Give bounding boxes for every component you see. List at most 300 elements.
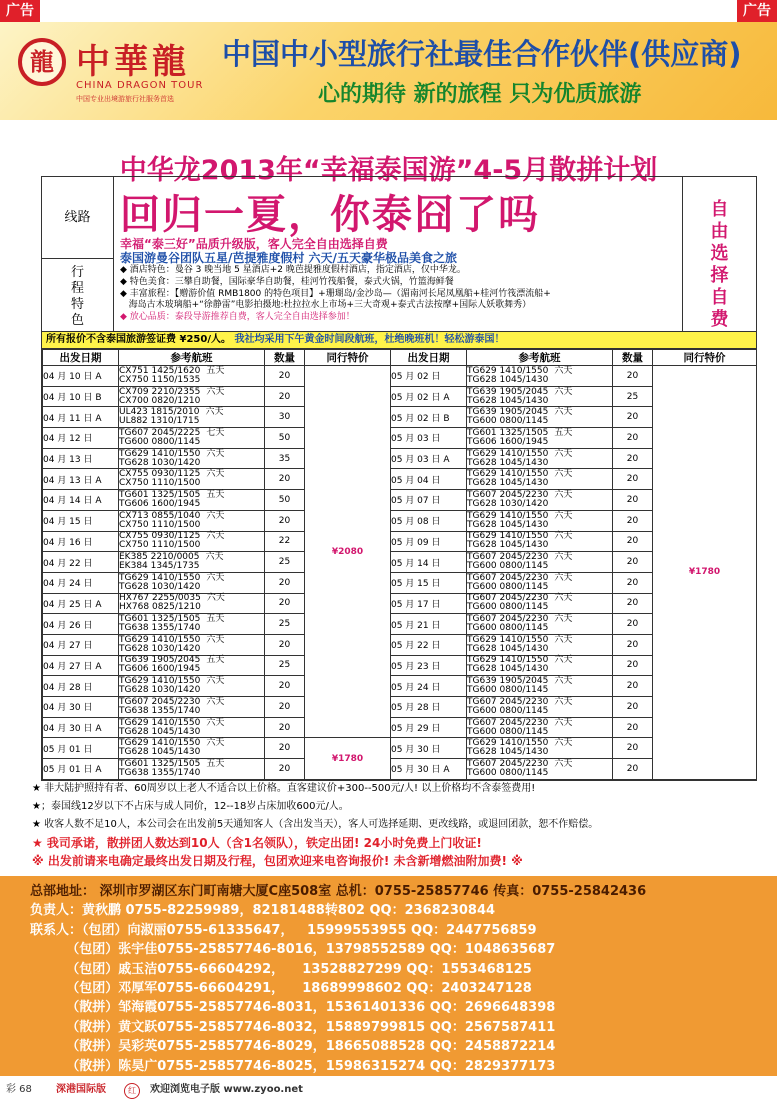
- price-cell: ¥1780: [653, 366, 757, 780]
- flight-cell: [467, 717, 613, 738]
- duration-label: 六天: [554, 634, 573, 645]
- flight-return: CX750 1110/1500: [119, 540, 201, 551]
- flight-cell: [467, 407, 613, 428]
- flight-cell: [467, 593, 613, 614]
- brand-icon: 红: [124, 1083, 140, 1099]
- departure-date: 05 月 30 日 A: [391, 759, 467, 780]
- flight-cell: [467, 490, 613, 511]
- flight-cell: [467, 428, 613, 449]
- flight-cell: [119, 614, 265, 635]
- duration-label: 六天: [206, 738, 225, 749]
- flight-cell: [467, 676, 613, 697]
- flight-return: TG606 1600/1945: [119, 498, 201, 509]
- free-choice-label: 自由选择自费: [682, 177, 756, 331]
- quantity-cell: 20: [613, 676, 653, 697]
- duration-label: 五天: [206, 489, 225, 500]
- logo-english: CHINA DRAGON TOUR: [76, 80, 204, 91]
- contact-person: （包团）张宇佳0755-25857746-8016，13798552589 QQ：1048635687: [30, 942, 556, 958]
- table-row: [43, 407, 757, 428]
- duration-label: 五天: [554, 427, 573, 438]
- duration-label: 七天: [206, 427, 225, 438]
- quantity-cell: 20: [613, 614, 653, 635]
- flight-cell: [467, 634, 613, 655]
- flight-return: HX768 0825/1210: [119, 602, 201, 613]
- col-header: 数量: [613, 350, 653, 366]
- logo-subtitle: 中国专业出境游旅行社服务首选: [76, 95, 174, 103]
- flight-outbound: TG607 2045/2230 六天: [467, 717, 573, 728]
- duration-label: 六天: [554, 738, 573, 749]
- departure-date: 05 月 02 日 B: [391, 407, 467, 428]
- flight-return: TG628 1045/1430: [119, 726, 201, 737]
- table-row: [43, 490, 757, 511]
- flight-return: TG600 0800/1145: [467, 561, 549, 572]
- ad-tag-right: 广告: [737, 0, 777, 22]
- duration-label: 六天: [554, 572, 573, 583]
- departure-date: 05 月 04 日: [391, 469, 467, 490]
- duration-label: 六天: [554, 448, 573, 459]
- duration-label: 六天: [206, 531, 225, 542]
- flight-return: TG628 1045/1430: [119, 747, 201, 758]
- table-row: [43, 614, 757, 635]
- quantity-cell: 50: [265, 490, 305, 511]
- table-row: [43, 634, 757, 655]
- flight-cell: [119, 490, 265, 511]
- flight-cell: [119, 469, 265, 490]
- departure-date: 05 月 21 日: [391, 614, 467, 635]
- flight-return: TG600 0800/1145: [467, 767, 549, 778]
- flight-return: TG628 1045/1430: [467, 519, 549, 530]
- departure-date: 05 月 23 日: [391, 655, 467, 676]
- note-line: ★ 非大陆护照持有者、60周岁以上老人不适合以上价格。直客建议价+300--500元/人! 以上价格均不含泰签费用!: [32, 783, 536, 794]
- flight-outbound: TG629 1410/1550 六天: [467, 469, 573, 480]
- website-link[interactable]: 欢迎浏览电子版 www.zyoo.net: [150, 1084, 303, 1095]
- flight-outbound: TG629 1410/1550 六天: [467, 365, 573, 376]
- manager-line: 负责人：黄秋鹏 0755-82259989，82181488转802 QQ：2368230844: [30, 903, 496, 919]
- flight-return: TG600 0800/1145: [467, 726, 549, 737]
- table-row: [43, 448, 757, 469]
- departure-date: 04 月 16 日: [43, 531, 119, 552]
- feature-label: 行程特色: [42, 259, 114, 331]
- flight-cell: [467, 759, 613, 780]
- table-row: [43, 552, 757, 573]
- duration-label: 六天: [205, 552, 224, 563]
- duration-label: 六天: [206, 386, 225, 397]
- duration-label: 六天: [554, 531, 573, 542]
- logo-text: 中華龍: [76, 42, 190, 82]
- contact-person: （散拼）黄文跃0755-25857746-8032，15889799815 QQ：2567587411: [30, 1019, 556, 1035]
- page-number: 彩 68: [6, 1084, 32, 1095]
- contact-person: （散拼）邹海霞0755-25857746-8031，15361401336 QQ：2696648398: [30, 1000, 556, 1016]
- quantity-cell: 20: [265, 366, 305, 387]
- flight-return: TG638 1355/1740: [119, 705, 201, 716]
- flight-outbound: TG607 2045/2230 六天: [467, 614, 573, 625]
- promo-subtitle-2: 泰国游曼谷团队五星/芭提雅度假村 六天/五天豪华极品美食之旅: [120, 251, 457, 265]
- flight-cell: [119, 717, 265, 738]
- flight-outbound: TG629 1410/1550 六天: [119, 717, 225, 728]
- contact-person: （散拼）吴彩英0755-25857746-8029，18665088528 QQ：2458872214: [30, 1039, 556, 1055]
- flight-outbound: EK385 2210/0005 六天: [119, 552, 224, 563]
- quantity-cell: 20: [613, 428, 653, 449]
- flight-cell: [119, 366, 265, 387]
- flight-outbound: TG607 2045/2230 六天: [467, 552, 573, 563]
- price-cell: ¥2080: [305, 366, 391, 738]
- table-row: [43, 531, 757, 552]
- quantity-cell: 25: [613, 386, 653, 407]
- table-row: [43, 366, 757, 387]
- quantity-cell: 35: [265, 448, 305, 469]
- flight-cell: [467, 552, 613, 573]
- flight-return: TG606 1600/1945: [467, 436, 549, 447]
- duration-label: 六天: [205, 407, 224, 418]
- table-row: [43, 697, 757, 718]
- flight-cell: [467, 572, 613, 593]
- col-header: 同行特价: [653, 350, 757, 366]
- flight-cell: [467, 531, 613, 552]
- quantity-cell: 20: [265, 717, 305, 738]
- footer: [0, 1080, 777, 1100]
- quantity-cell: 20: [613, 593, 653, 614]
- table-row: [43, 386, 757, 407]
- flight-outbound: TG629 1410/1550 六天: [467, 655, 573, 666]
- flight-outbound: TG607 2045/2230 六天: [467, 696, 573, 707]
- flight-return: TG628 1030/1420: [119, 581, 201, 592]
- duration-label: 六天: [206, 469, 225, 480]
- duration-label: 六天: [206, 634, 225, 645]
- flight-return: TG628 1045/1430: [467, 540, 549, 551]
- flight-return: TG628 1045/1430: [467, 747, 549, 758]
- departure-date: 04 月 27 日: [43, 634, 119, 655]
- departure-date: 05 月 08 日: [391, 510, 467, 531]
- quantity-cell: 20: [613, 552, 653, 573]
- quantity-cell: 22: [265, 531, 305, 552]
- flight-return: TG638 1355/1740: [119, 623, 201, 634]
- flight-return: TG628 1045/1430: [467, 664, 549, 675]
- feature-item: ◆ 酒店特色：曼谷 3 晚当地 5 星酒店+2 晚芭提雅度假村酒店，指定酒店，仅中华龙。: [120, 265, 466, 275]
- feature-item: ◆ 丰富旅程：【赠游价值 RMB1800 的特色项目】+珊瑚岛/金沙岛—（湄南河长尾凤凰船+桂河竹筏漂流船+: [120, 288, 551, 299]
- flight-outbound: TG607 2045/2230 六天: [119, 696, 225, 707]
- flight-cell: [119, 759, 265, 780]
- departure-date: 05 月 14 日: [391, 552, 467, 573]
- table-row: [43, 717, 757, 738]
- flight-cell: [467, 738, 613, 759]
- flight-cell: [467, 386, 613, 407]
- departure-date: 04 月 11 日 A: [43, 407, 119, 428]
- flight-outbound: TG607 2045/2230 六天: [467, 489, 573, 500]
- flight-outbound: CX713 0855/1040 六天: [119, 510, 225, 521]
- col-header: 数量: [265, 350, 305, 366]
- flight-outbound: TG629 1410/1550 六天: [467, 738, 573, 749]
- quantity-cell: 20: [265, 386, 305, 407]
- duration-label: 六天: [206, 510, 225, 521]
- quantity-cell: 20: [265, 593, 305, 614]
- col-header: 同行特价: [305, 350, 391, 366]
- duration-label: 六天: [206, 593, 225, 604]
- col-header: 参考航班: [467, 350, 613, 366]
- flight-return: TG600 0800/1145: [467, 705, 549, 716]
- quantity-cell: 20: [613, 572, 653, 593]
- departure-date: 04 月 22 日: [43, 552, 119, 573]
- departure-date: 05 月 02 日 A: [391, 386, 467, 407]
- flight-outbound: UL423 1815/2010 六天: [119, 407, 224, 418]
- note-line: ★；泰国线12岁以下不占床与成人同价，12--18岁占床加收600元/人。: [32, 801, 349, 812]
- feature-item: ◆ 放心品质：泰段导游推荐自费，客人完全自由选择参加！: [120, 312, 355, 323]
- quantity-cell: 20: [613, 717, 653, 738]
- duration-label: 六天: [554, 469, 573, 480]
- flight-return: EK384 1345/1735: [119, 561, 200, 572]
- quantity-cell: 20: [265, 738, 305, 759]
- flight-cell: [119, 407, 265, 428]
- flight-outbound: TG607 2045/2230 六天: [467, 593, 573, 604]
- table-row: [43, 655, 757, 676]
- feature-item: 海岛古木玻璃船+“徐静雷”电影拍摄地:杜拉拉水上市场+三大奇观+泰式古法按摩+国际人妖歌舞秀）: [128, 300, 532, 311]
- quantity-cell: 20: [265, 676, 305, 697]
- quantity-cell: 20: [613, 759, 653, 780]
- flight-cell: [119, 572, 265, 593]
- flight-outbound: CX755 0930/1125 六天: [119, 469, 225, 480]
- visa-notice: 所有报价不含泰国旅游签证费 ¥250/人。 我社均采用下午黄金时间段航班，杜绝晚班机！轻松游泰国！: [42, 332, 756, 349]
- departure-date: 05 月 02 日: [391, 366, 467, 387]
- flight-cell: [119, 634, 265, 655]
- quantity-cell: 50: [265, 428, 305, 449]
- departure-date: 05 月 03 日 A: [391, 448, 467, 469]
- duration-label: 六天: [554, 758, 573, 769]
- quantity-cell: 20: [613, 510, 653, 531]
- notes-section: [32, 780, 752, 870]
- quantity-cell: 20: [265, 697, 305, 718]
- flight-outbound: CX709 2210/2355 六天: [119, 386, 225, 397]
- col-header: 参考航班: [119, 350, 265, 366]
- duration-label: 六天: [554, 655, 573, 666]
- flight-return: CX750 1110/1500: [119, 519, 201, 530]
- flight-return: CX750 1150/1535: [119, 374, 201, 385]
- departure-date: 05 月 17 日: [391, 593, 467, 614]
- flight-cell: [119, 448, 265, 469]
- duration-label: 六天: [206, 448, 225, 459]
- duration-label: 六天: [206, 696, 225, 707]
- departure-date: 05 月 15 日: [391, 572, 467, 593]
- flight-return: TG628 1045/1430: [467, 457, 549, 468]
- flight-outbound: TG601 1325/1505 五天: [119, 489, 225, 500]
- duration-label: 六天: [206, 676, 225, 687]
- departure-date: 04 月 10 日 B: [43, 386, 119, 407]
- flight-outbound: TG629 1410/1550 六天: [467, 531, 573, 542]
- flight-return: CX700 0820/1210: [119, 395, 201, 406]
- flight-outbound: TG629 1410/1550 六天: [119, 738, 225, 749]
- departure-date: 04 月 28 日: [43, 676, 119, 697]
- flight-outbound: TG601 1325/1505 五天: [119, 758, 225, 769]
- duration-label: 六天: [206, 572, 225, 583]
- table-row: [43, 510, 757, 531]
- table-row: [43, 469, 757, 490]
- departure-date: 04 月 13 日 A: [43, 469, 119, 490]
- duration-label: 六天: [554, 552, 573, 563]
- quantity-cell: 20: [613, 448, 653, 469]
- flight-return: TG600 0800/1145: [467, 602, 549, 613]
- departure-date: 04 月 24 日: [43, 572, 119, 593]
- flight-outbound: TG639 1905/2045 六天: [467, 407, 573, 418]
- quantity-cell: 25: [265, 614, 305, 635]
- departure-date: 04 月 12 日: [43, 428, 119, 449]
- duration-label: 六天: [554, 510, 573, 521]
- col-header: 出发日期: [391, 350, 467, 366]
- quantity-cell: 25: [265, 655, 305, 676]
- flight-return: TG600 0800/1145: [119, 436, 201, 447]
- flight-outbound: TG607 2045/2230 六天: [467, 758, 573, 769]
- flight-outbound: TG629 1410/1550 六天: [119, 572, 225, 583]
- flight-return: TG628 1045/1430: [467, 374, 549, 385]
- quantity-cell: 20: [613, 655, 653, 676]
- flight-outbound: TG607 2045/2225 七天: [119, 427, 225, 438]
- flight-outbound: TG639 1905/2045 六天: [467, 676, 573, 687]
- flight-cell: [467, 469, 613, 490]
- flight-outbound: TG629 1410/1550 六天: [467, 510, 573, 521]
- duration-label: 六天: [554, 614, 573, 625]
- route-label: 线路: [42, 177, 114, 259]
- quantity-cell: 20: [265, 634, 305, 655]
- flight-return: TG628 1030/1420: [119, 643, 201, 654]
- flight-return: TG600 0800/1145: [467, 581, 549, 592]
- flight-cell: [119, 531, 265, 552]
- duration-label: 六天: [554, 717, 573, 728]
- flight-cell: [119, 510, 265, 531]
- page-title: 中华龙2013年“幸福泰国游”4-5月散拼计划: [119, 155, 658, 186]
- duration-label: 五天: [206, 655, 225, 666]
- departure-date: 04 月 10 日 A: [43, 366, 119, 387]
- duration-label: 五天: [206, 365, 225, 376]
- departure-date: 05 月 07 日: [391, 490, 467, 511]
- table-row: [43, 593, 757, 614]
- flight-cell: [467, 510, 613, 531]
- departure-date: 04 月 30 日 A: [43, 717, 119, 738]
- departure-date: 04 月 13 日: [43, 448, 119, 469]
- logo: [14, 34, 210, 114]
- contact-person: （包团）戚玉洁0755-66604292， 13528827299 QQ：1553468125: [30, 961, 532, 977]
- flight-outbound: TG639 1905/2045 五天: [119, 655, 225, 666]
- flight-return: TG600 0800/1145: [467, 685, 549, 696]
- flight-return: TG628 1045/1430: [467, 395, 549, 406]
- departure-date: 04 月 26 日: [43, 614, 119, 635]
- promo-headline: 回归一夏，你泰囧了吗: [120, 192, 540, 238]
- hq-address: 总部地址： 深圳市罗湖区东门町南塘大厦C座508室 总机：0755-25857746 传真：0755-25842436: [30, 884, 647, 899]
- quantity-cell: 20: [613, 366, 653, 387]
- header-banner: [0, 22, 777, 120]
- flight-return: TG628 1030/1420: [467, 498, 549, 509]
- flight-return: TG628 1030/1420: [119, 457, 201, 468]
- quantity-cell: 20: [613, 407, 653, 428]
- departure-date: 05 月 01 日 A: [43, 759, 119, 780]
- departure-date: 04 月 30 日: [43, 697, 119, 718]
- flight-cell: [119, 655, 265, 676]
- quantity-cell: 20: [613, 634, 653, 655]
- schedule-frame: [41, 176, 757, 781]
- duration-label: 六天: [554, 386, 573, 397]
- flight-cell: [119, 676, 265, 697]
- departure-date: 05 月 30 日: [391, 738, 467, 759]
- duration-label: 六天: [554, 365, 573, 376]
- flight-outbound: TG629 1410/1550 六天: [467, 448, 573, 459]
- departure-date: 04 月 14 日 A: [43, 490, 119, 511]
- header-slogan: 心的期待 新的旅程 只为优质旅游: [318, 82, 642, 107]
- flight-cell: [467, 655, 613, 676]
- flight-outbound: TG601 1325/1505 五天: [119, 614, 225, 625]
- duration-label: 六天: [554, 676, 573, 687]
- duration-label: 五天: [206, 614, 225, 625]
- quantity-cell: 25: [265, 552, 305, 573]
- flight-return: CX750 1110/1500: [119, 478, 201, 489]
- flight-outbound: TG629 1410/1550 六天: [119, 634, 225, 645]
- flight-outbound: TG607 2045/2230 六天: [467, 572, 573, 583]
- duration-label: 五天: [206, 758, 225, 769]
- quantity-cell: 20: [265, 759, 305, 780]
- promo-subtitle-1: 幸福“泰三好”品质升级版，客人完全自由选择自费: [120, 237, 388, 251]
- flight-outbound: TG629 1410/1550 六天: [119, 676, 225, 687]
- table-row: [43, 759, 757, 780]
- departure-date: 05 月 24 日: [391, 676, 467, 697]
- feature-item: ◆ 特色美食：三攀自助餐，国际豪华自助餐，桂河竹筏船餐，泰式火锅，竹篮海鲜餐: [120, 276, 454, 287]
- departure-date: 04 月 15 日: [43, 510, 119, 531]
- departure-date: 04 月 27 日 A: [43, 655, 119, 676]
- duration-label: 六天: [206, 717, 225, 728]
- edition-label: 深港国际版: [56, 1084, 106, 1095]
- flight-cell: [467, 366, 613, 387]
- flight-outbound: CX751 1425/1620 五天: [119, 365, 225, 376]
- flight-cell: [119, 552, 265, 573]
- flight-cell: [119, 738, 265, 759]
- departure-date: 05 月 22 日: [391, 634, 467, 655]
- departure-date: 05 月 03 日: [391, 428, 467, 449]
- flight-cell: [467, 697, 613, 718]
- flight-return: TG638 1355/1740: [119, 767, 201, 778]
- departure-date: 05 月 29 日: [391, 717, 467, 738]
- flight-cell: [467, 448, 613, 469]
- ad-tag-left: 广告: [0, 0, 40, 22]
- flight-return: TG600 0800/1145: [467, 416, 549, 427]
- contact-section: [0, 876, 777, 1076]
- flight-outbound: HX767 2255/0035 六天: [119, 593, 225, 604]
- flight-cell: [119, 428, 265, 449]
- flight-return: TG628 1045/1430: [467, 643, 549, 654]
- quantity-cell: 30: [265, 407, 305, 428]
- quantity-cell: 20: [613, 469, 653, 490]
- schedule-table: [42, 349, 757, 780]
- quantity-cell: 20: [613, 697, 653, 718]
- quantity-cell: 20: [265, 572, 305, 593]
- dragon-seal-icon: 龍: [18, 38, 66, 86]
- flight-outbound: TG629 1410/1550 六天: [467, 634, 573, 645]
- table-row: [43, 738, 757, 759]
- table-row: [43, 428, 757, 449]
- flight-cell: [119, 697, 265, 718]
- flight-return: TG628 1030/1420: [119, 685, 201, 696]
- departure-date: 05 月 01 日: [43, 738, 119, 759]
- note-line: ★ 收客人数不足10人，本公司会在出发前5天通知客人（含出发当天），客人可选择延期、更改线路，或退回团款，恕不作赔偿。: [32, 819, 599, 830]
- quantity-cell: 20: [613, 531, 653, 552]
- note-line-promise: ★ 我司承诺，散拼团人数达到10人（含1名领队），铁定出团! 24小时免费上门收证!: [32, 836, 482, 850]
- duration-label: 六天: [554, 407, 573, 418]
- flight-return: TG600 0800/1145: [467, 623, 549, 634]
- flight-outbound: TG629 1410/1550 六天: [119, 448, 225, 459]
- quantity-cell: 20: [265, 469, 305, 490]
- departure-date: 05 月 28 日: [391, 697, 467, 718]
- table-row: [43, 676, 757, 697]
- duration-label: 六天: [554, 593, 573, 604]
- contact-person: 联系人：（包团）向淑丽0755-61335647， 15999553955 QQ：2447756859: [30, 922, 537, 938]
- flight-return: TG606 1600/1945: [119, 664, 201, 675]
- intro-section: [42, 177, 756, 332]
- flight-cell: [119, 593, 265, 614]
- note-line-warning: ※ 出发前请来电确定最终出发日期及行程，包团欢迎来电咨询报价! 未含新增燃油附加费! ※: [32, 854, 523, 868]
- header-title: 中国中小型旅行社最佳合作伙伴(供应商): [222, 37, 742, 71]
